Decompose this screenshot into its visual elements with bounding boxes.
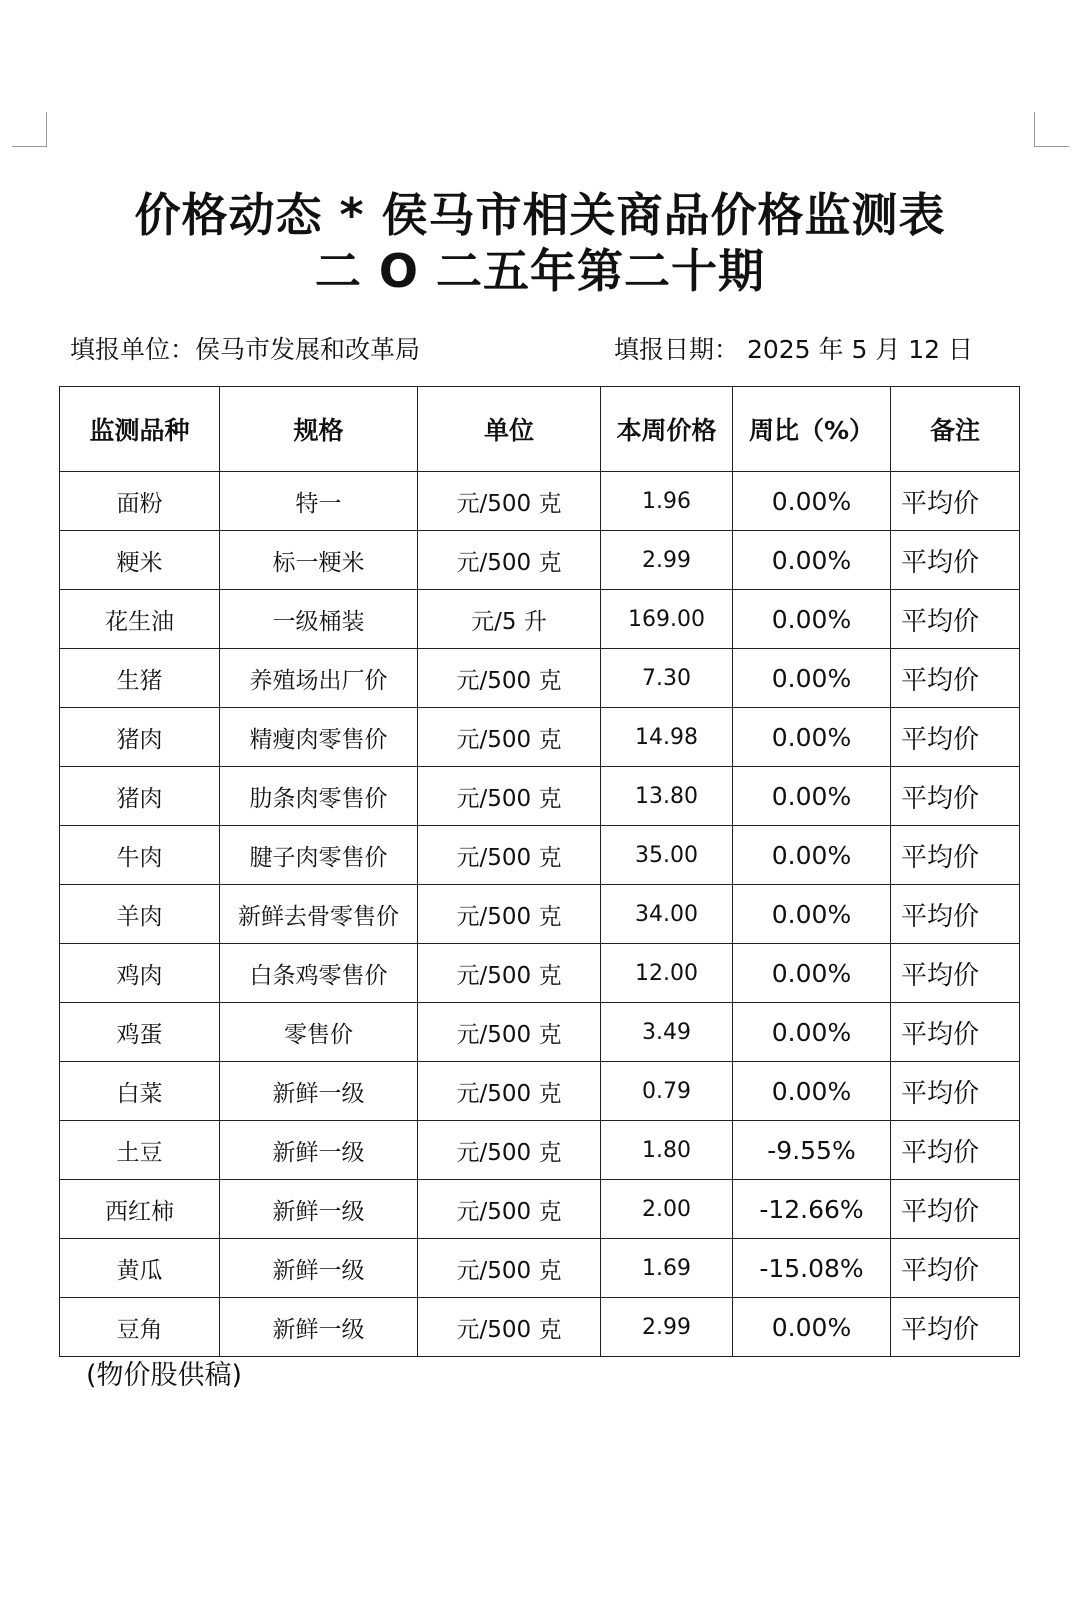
cell-change: 0.00% [733, 826, 891, 885]
table-row [60, 1298, 1020, 1357]
cell-unit: 元/500 克 [418, 1062, 601, 1121]
cell-note: 平均价 [891, 708, 1020, 767]
cell-unit: 元/500 克 [418, 767, 601, 826]
table-row [60, 649, 1020, 708]
table-row [60, 767, 1020, 826]
cell-item: 面粉 [60, 472, 220, 531]
cell-unit: 元/500 克 [418, 708, 601, 767]
cell-price: 1.80 [601, 1121, 733, 1180]
cell-note: 平均价 [891, 472, 1020, 531]
cell-change: 0.00% [733, 767, 891, 826]
cell-spec: 一级桶装 [220, 590, 418, 649]
cell-price: 35.00 [601, 826, 733, 885]
cell-price: 3.49 [601, 1003, 733, 1062]
table-row [60, 885, 1020, 944]
cell-unit: 元/500 克 [418, 944, 601, 1003]
cell-item: 鸡肉 [60, 944, 220, 1003]
header-item: 监测品种 [60, 387, 220, 472]
header-change: 周比（%） [733, 387, 891, 472]
cell-note: 平均价 [891, 590, 1020, 649]
cell-change: 0.00% [733, 472, 891, 531]
cell-spec: 腱子肉零售价 [220, 826, 418, 885]
cell-price: 2.99 [601, 1298, 733, 1357]
table-header-row [60, 387, 1020, 472]
cell-note: 平均价 [891, 1003, 1020, 1062]
cell-note: 平均价 [891, 1298, 1020, 1357]
table-body [60, 472, 1020, 1357]
cell-price: 1.69 [601, 1239, 733, 1298]
cell-spec: 肋条肉零售价 [220, 767, 418, 826]
cell-spec: 新鲜一级 [220, 1180, 418, 1239]
cell-note: 平均价 [891, 767, 1020, 826]
cell-spec: 标一粳米 [220, 531, 418, 590]
cell-note: 平均价 [891, 1121, 1020, 1180]
cell-unit: 元/500 克 [418, 1298, 601, 1357]
page-corner-mark-left [12, 112, 47, 147]
cell-unit: 元/500 克 [418, 649, 601, 708]
table-row [60, 1239, 1020, 1298]
cell-spec: 新鲜去骨零售价 [220, 885, 418, 944]
cell-price: 13.80 [601, 767, 733, 826]
cell-change: 0.00% [733, 1062, 891, 1121]
cell-item: 豆角 [60, 1298, 220, 1357]
table-row [60, 472, 1020, 531]
cell-item: 鸡蛋 [60, 1003, 220, 1062]
cell-change: -15.08% [733, 1239, 891, 1298]
cell-spec: 养殖场出厂价 [220, 649, 418, 708]
cell-note: 平均价 [891, 944, 1020, 1003]
cell-note: 平均价 [891, 531, 1020, 590]
footer-source: (物价股供稿) [86, 1360, 243, 1391]
cell-change: 0.00% [733, 1298, 891, 1357]
cell-item: 猪肉 [60, 708, 220, 767]
cell-change: 0.00% [733, 649, 891, 708]
header-spec: 规格 [220, 387, 418, 472]
cell-item: 土豆 [60, 1121, 220, 1180]
cell-price: 2.99 [601, 531, 733, 590]
table-row [60, 944, 1020, 1003]
page-subtitle: 二 O 二五年第二十期 [314, 244, 766, 298]
cell-unit: 元/500 克 [418, 472, 601, 531]
cell-item: 羊肉 [60, 885, 220, 944]
cell-price: 0.79 [601, 1062, 733, 1121]
cell-item: 白菜 [60, 1062, 220, 1121]
reporting-unit: 填报单位：侯马市发展和改革局 [70, 335, 421, 364]
cell-change: 0.00% [733, 708, 891, 767]
cell-note: 平均价 [891, 1180, 1020, 1239]
cell-spec: 白条鸡零售价 [220, 944, 418, 1003]
cell-item: 粳米 [60, 531, 220, 590]
table-row [60, 708, 1020, 767]
cell-change: 0.00% [733, 590, 891, 649]
cell-spec: 新鲜一级 [220, 1298, 418, 1357]
table-row [60, 1062, 1020, 1121]
cell-note: 平均价 [891, 885, 1020, 944]
table-row [60, 590, 1020, 649]
cell-note: 平均价 [891, 1239, 1020, 1298]
cell-price: 14.98 [601, 708, 733, 767]
table-row [60, 531, 1020, 590]
cell-price: 169.00 [601, 590, 733, 649]
cell-spec: 新鲜一级 [220, 1239, 418, 1298]
cell-change: 0.00% [733, 531, 891, 590]
cell-spec: 精瘦肉零售价 [220, 708, 418, 767]
cell-spec: 新鲜一级 [220, 1062, 418, 1121]
cell-change: 0.00% [733, 885, 891, 944]
cell-change: -12.66% [733, 1180, 891, 1239]
cell-item: 花生油 [60, 590, 220, 649]
price-monitoring-table [59, 386, 1020, 1357]
cell-item: 生猪 [60, 649, 220, 708]
cell-unit: 元/500 克 [418, 1239, 601, 1298]
cell-note: 平均价 [891, 1062, 1020, 1121]
cell-unit: 元/500 克 [418, 1003, 601, 1062]
page-title: 价格动态 * 侯马市相关商品价格监测表 [134, 188, 946, 242]
cell-change: 0.00% [733, 1003, 891, 1062]
cell-change: 0.00% [733, 944, 891, 1003]
table-row [60, 826, 1020, 885]
cell-price: 1.96 [601, 472, 733, 531]
table-row [60, 1003, 1020, 1062]
table-row [60, 1180, 1020, 1239]
cell-note: 平均价 [891, 649, 1020, 708]
cell-spec: 新鲜一级 [220, 1121, 418, 1180]
cell-price: 2.00 [601, 1180, 733, 1239]
cell-price: 34.00 [601, 885, 733, 944]
header-price: 本周价格 [601, 387, 733, 472]
reporting-date: 填报日期： 2025 年 5 月 12 日 [614, 335, 974, 364]
cell-price: 7.30 [601, 649, 733, 708]
cell-spec: 特一 [220, 472, 418, 531]
cell-change: -9.55% [733, 1121, 891, 1180]
cell-item: 西红柿 [60, 1180, 220, 1239]
cell-item: 牛肉 [60, 826, 220, 885]
cell-item: 黄瓜 [60, 1239, 220, 1298]
page-corner-mark-right [1034, 112, 1069, 147]
cell-note: 平均价 [891, 826, 1020, 885]
cell-unit: 元/500 克 [418, 885, 601, 944]
cell-unit: 元/500 克 [418, 1121, 601, 1180]
cell-unit: 元/5 升 [418, 590, 601, 649]
cell-unit: 元/500 克 [418, 826, 601, 885]
cell-unit: 元/500 克 [418, 1180, 601, 1239]
cell-item: 猪肉 [60, 767, 220, 826]
cell-spec: 零售价 [220, 1003, 418, 1062]
cell-price: 12.00 [601, 944, 733, 1003]
cell-unit: 元/500 克 [418, 531, 601, 590]
header-unit: 单位 [418, 387, 601, 472]
header-note: 备注 [891, 387, 1020, 472]
table-row [60, 1121, 1020, 1180]
